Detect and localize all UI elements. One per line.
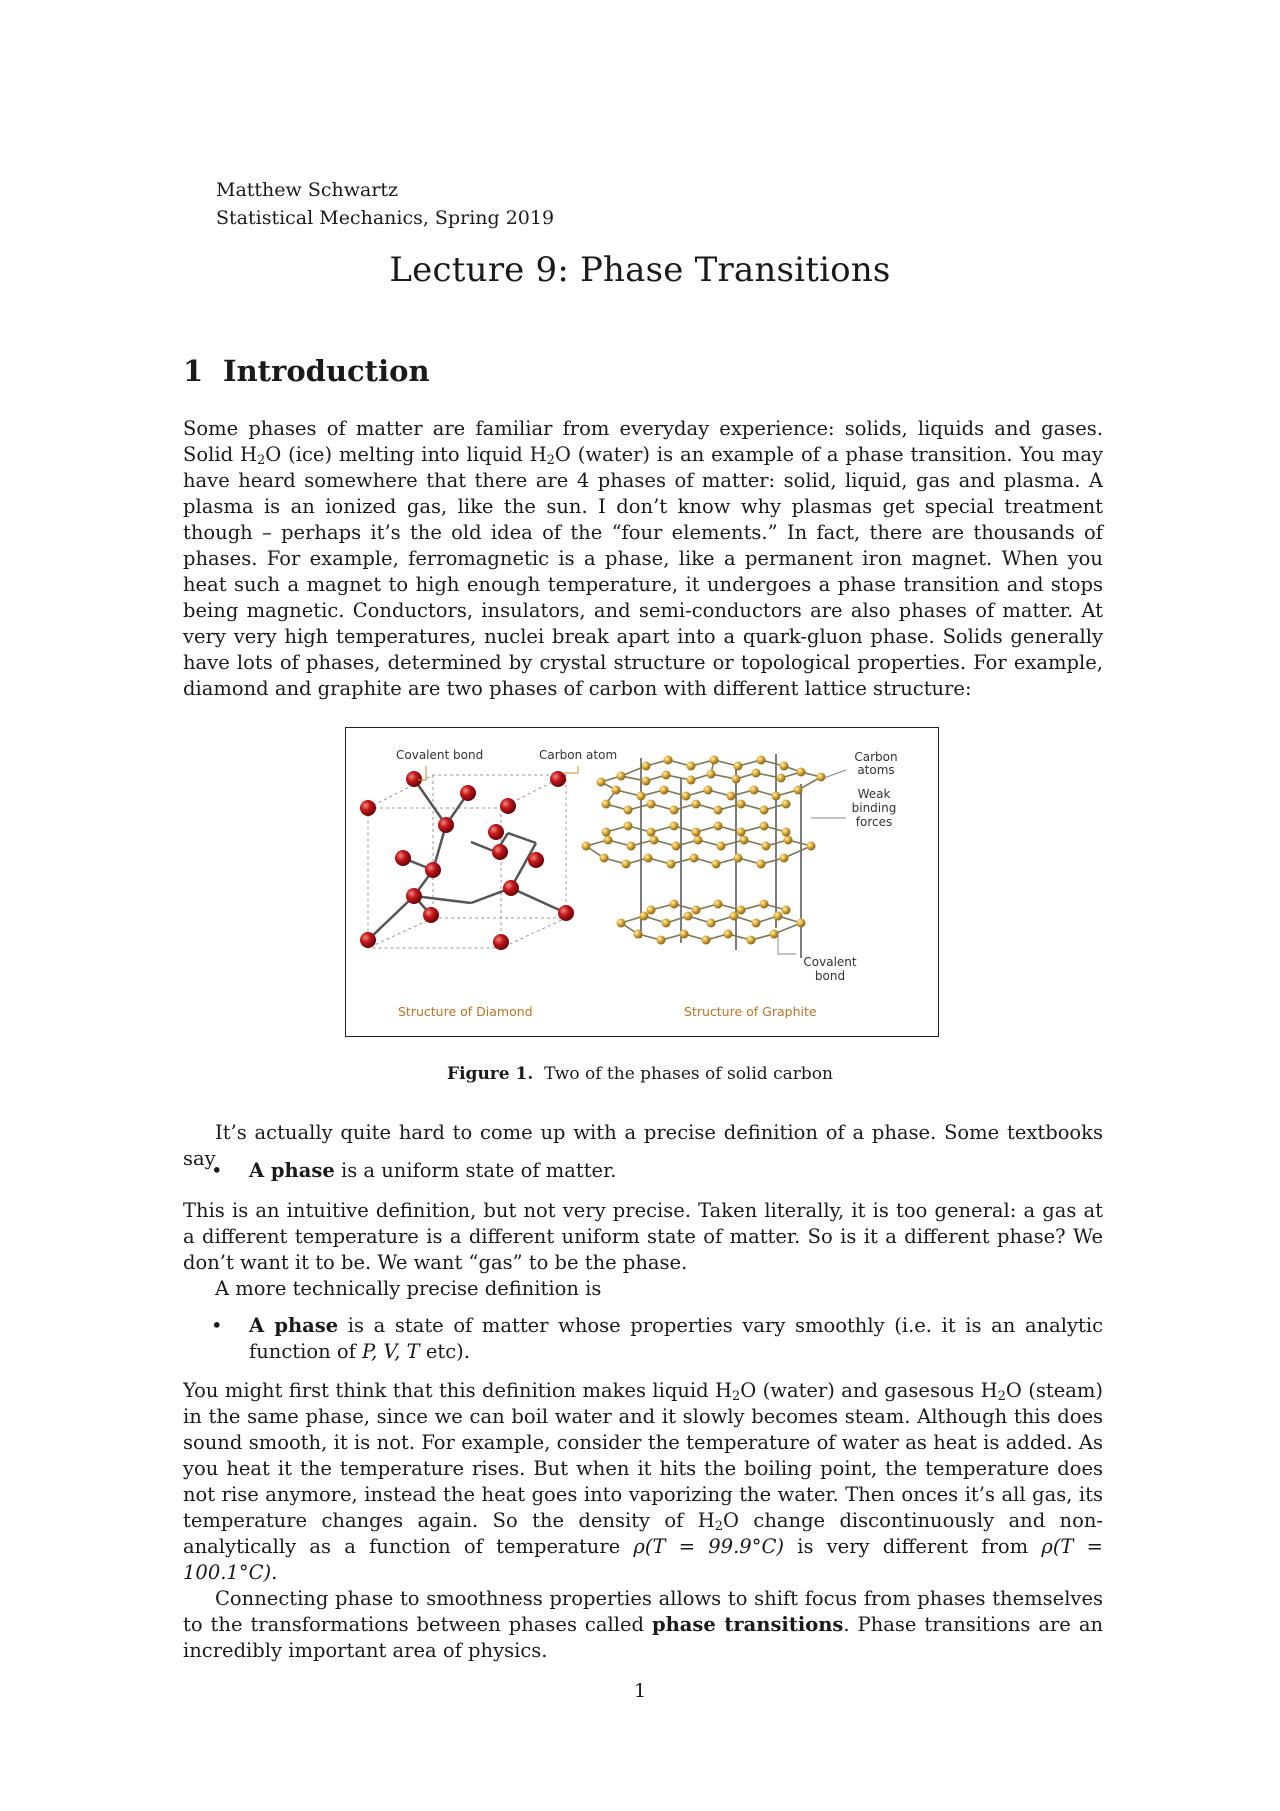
label-structure-graphite: Structure of Graphite	[684, 1004, 817, 1019]
caption-label: Figure 1.	[447, 1064, 534, 1084]
label-structure-diamond: Structure of Diamond	[398, 1004, 533, 1019]
figure-caption	[0, 1064, 1280, 1084]
label-covalent-1: Covalent	[803, 955, 857, 969]
figure-carbon-structures	[345, 727, 939, 1037]
course: Statistical Mechanics, Spring 2019	[216, 207, 555, 229]
intro-paragraph: Some phases of matter are familiar from everyday experience: solids, liquids and gases. Solid $H_2O$ (ice) melting into liquid $H_2O$ (water) is an example of a phase transition. You may have heard somewhere that there are 4 phases of matter: solid, liquid, gas and plasma. A plasma is an ionized gas, like the sun. I don’t know why plasmas get special treatment though – perhaps it’s the old idea of the “four elements.” In fact, there are thousands of phases. For example, ferromagnetic is a phase, like a permanent iron magnet. When you heat such a magnet to high enough temperature, it undergoes a phase transition and stops being magnetic. Conductors, insulators, and semi-conductors are also phases of matter. At very very high temperatures, nuclei break apart into a quark-gluon phase. Solids generally have lots of phases, determined by crystal structure or topological properties. For example, diamond and graphite are two phases of carbon with different lattice structure:	[183, 417, 1104, 700]
bullet-phase-uniform: • A phase is a uniform state of matter.	[211, 1159, 617, 1182]
paragraph-intuitive: This is an intuitive definition, but not very precise. Taken literally, it is too general: a gas at a different temperature is a different uniform state of matter. So is it a different phase? We don’t want it to be. We want “gas” to be the phase. A more technically precise definition is	[183, 1199, 1103, 1300]
graphite-atoms	[582, 756, 826, 945]
label-covalent-bond: Covalent bond	[396, 748, 484, 762]
section-heading	[183, 354, 430, 388]
caption-text: Two of the phases of solid carbon	[544, 1064, 833, 1084]
graphite-label-leaders	[778, 770, 846, 954]
diamond-atoms	[360, 771, 574, 950]
label-weak-3: forces	[855, 815, 893, 829]
label-carbon-atoms-2: atoms	[857, 763, 895, 777]
section-title: Introduction	[223, 354, 430, 388]
label-carbon-atom: Carbon atom	[539, 748, 618, 762]
label-carbon-atoms-1: Carbon	[854, 750, 898, 764]
paragraph-water-steam: You might first think that this definition makes liquid $H_2O$ (water) and gasesous $H_2O$ (steam) in the same phase, since we can boil water and it slowly becomes steam. Although this does sound smooth, it is not. For example, consider the temperature of water as heat is added. As you heat it the temperature rises. But when it hits the boiling point, the temperature does not rise anymore, instead the heat goes into vaporizing the water. Then onces it’s all gas, its temperature changes again. So the density of $H_2O$ change discontinuously and non-analytically as a function of temperature ρ(T = 99.9°C) is very different from ρ(T = 100.1°C). Connecting phase to smoothness properties allows to shift focus from phases themselves to the transformations between phases called phase transitions. Phase transitions are an incredibly important area of physics.	[183, 1379, 1104, 1662]
header	[216, 176, 554, 232]
label-weak-2: binding	[851, 801, 897, 815]
carbon-structures-illustration	[346, 728, 938, 1036]
label-covalent-2: bond	[814, 969, 846, 983]
bullet-phase-analytic: • A phase is a state of matter whose properties vary smoothly (i.e. it is an analytic function of P, V, T etc).	[211, 1314, 1103, 1363]
lecture-title: Lecture 9: Phase Transitions	[389, 250, 891, 290]
label-weak-1: Weak	[857, 787, 891, 801]
section-number: 1	[183, 354, 204, 388]
author: Matthew Schwartz	[216, 179, 399, 201]
page-number: 1	[633, 1680, 647, 1702]
paragraph-definition-intro: It’s actually quite hard to come up with a precise definition of a phase. Some textbooks say	[183, 1121, 1103, 1170]
graphite-vertical-lines	[641, 754, 801, 958]
